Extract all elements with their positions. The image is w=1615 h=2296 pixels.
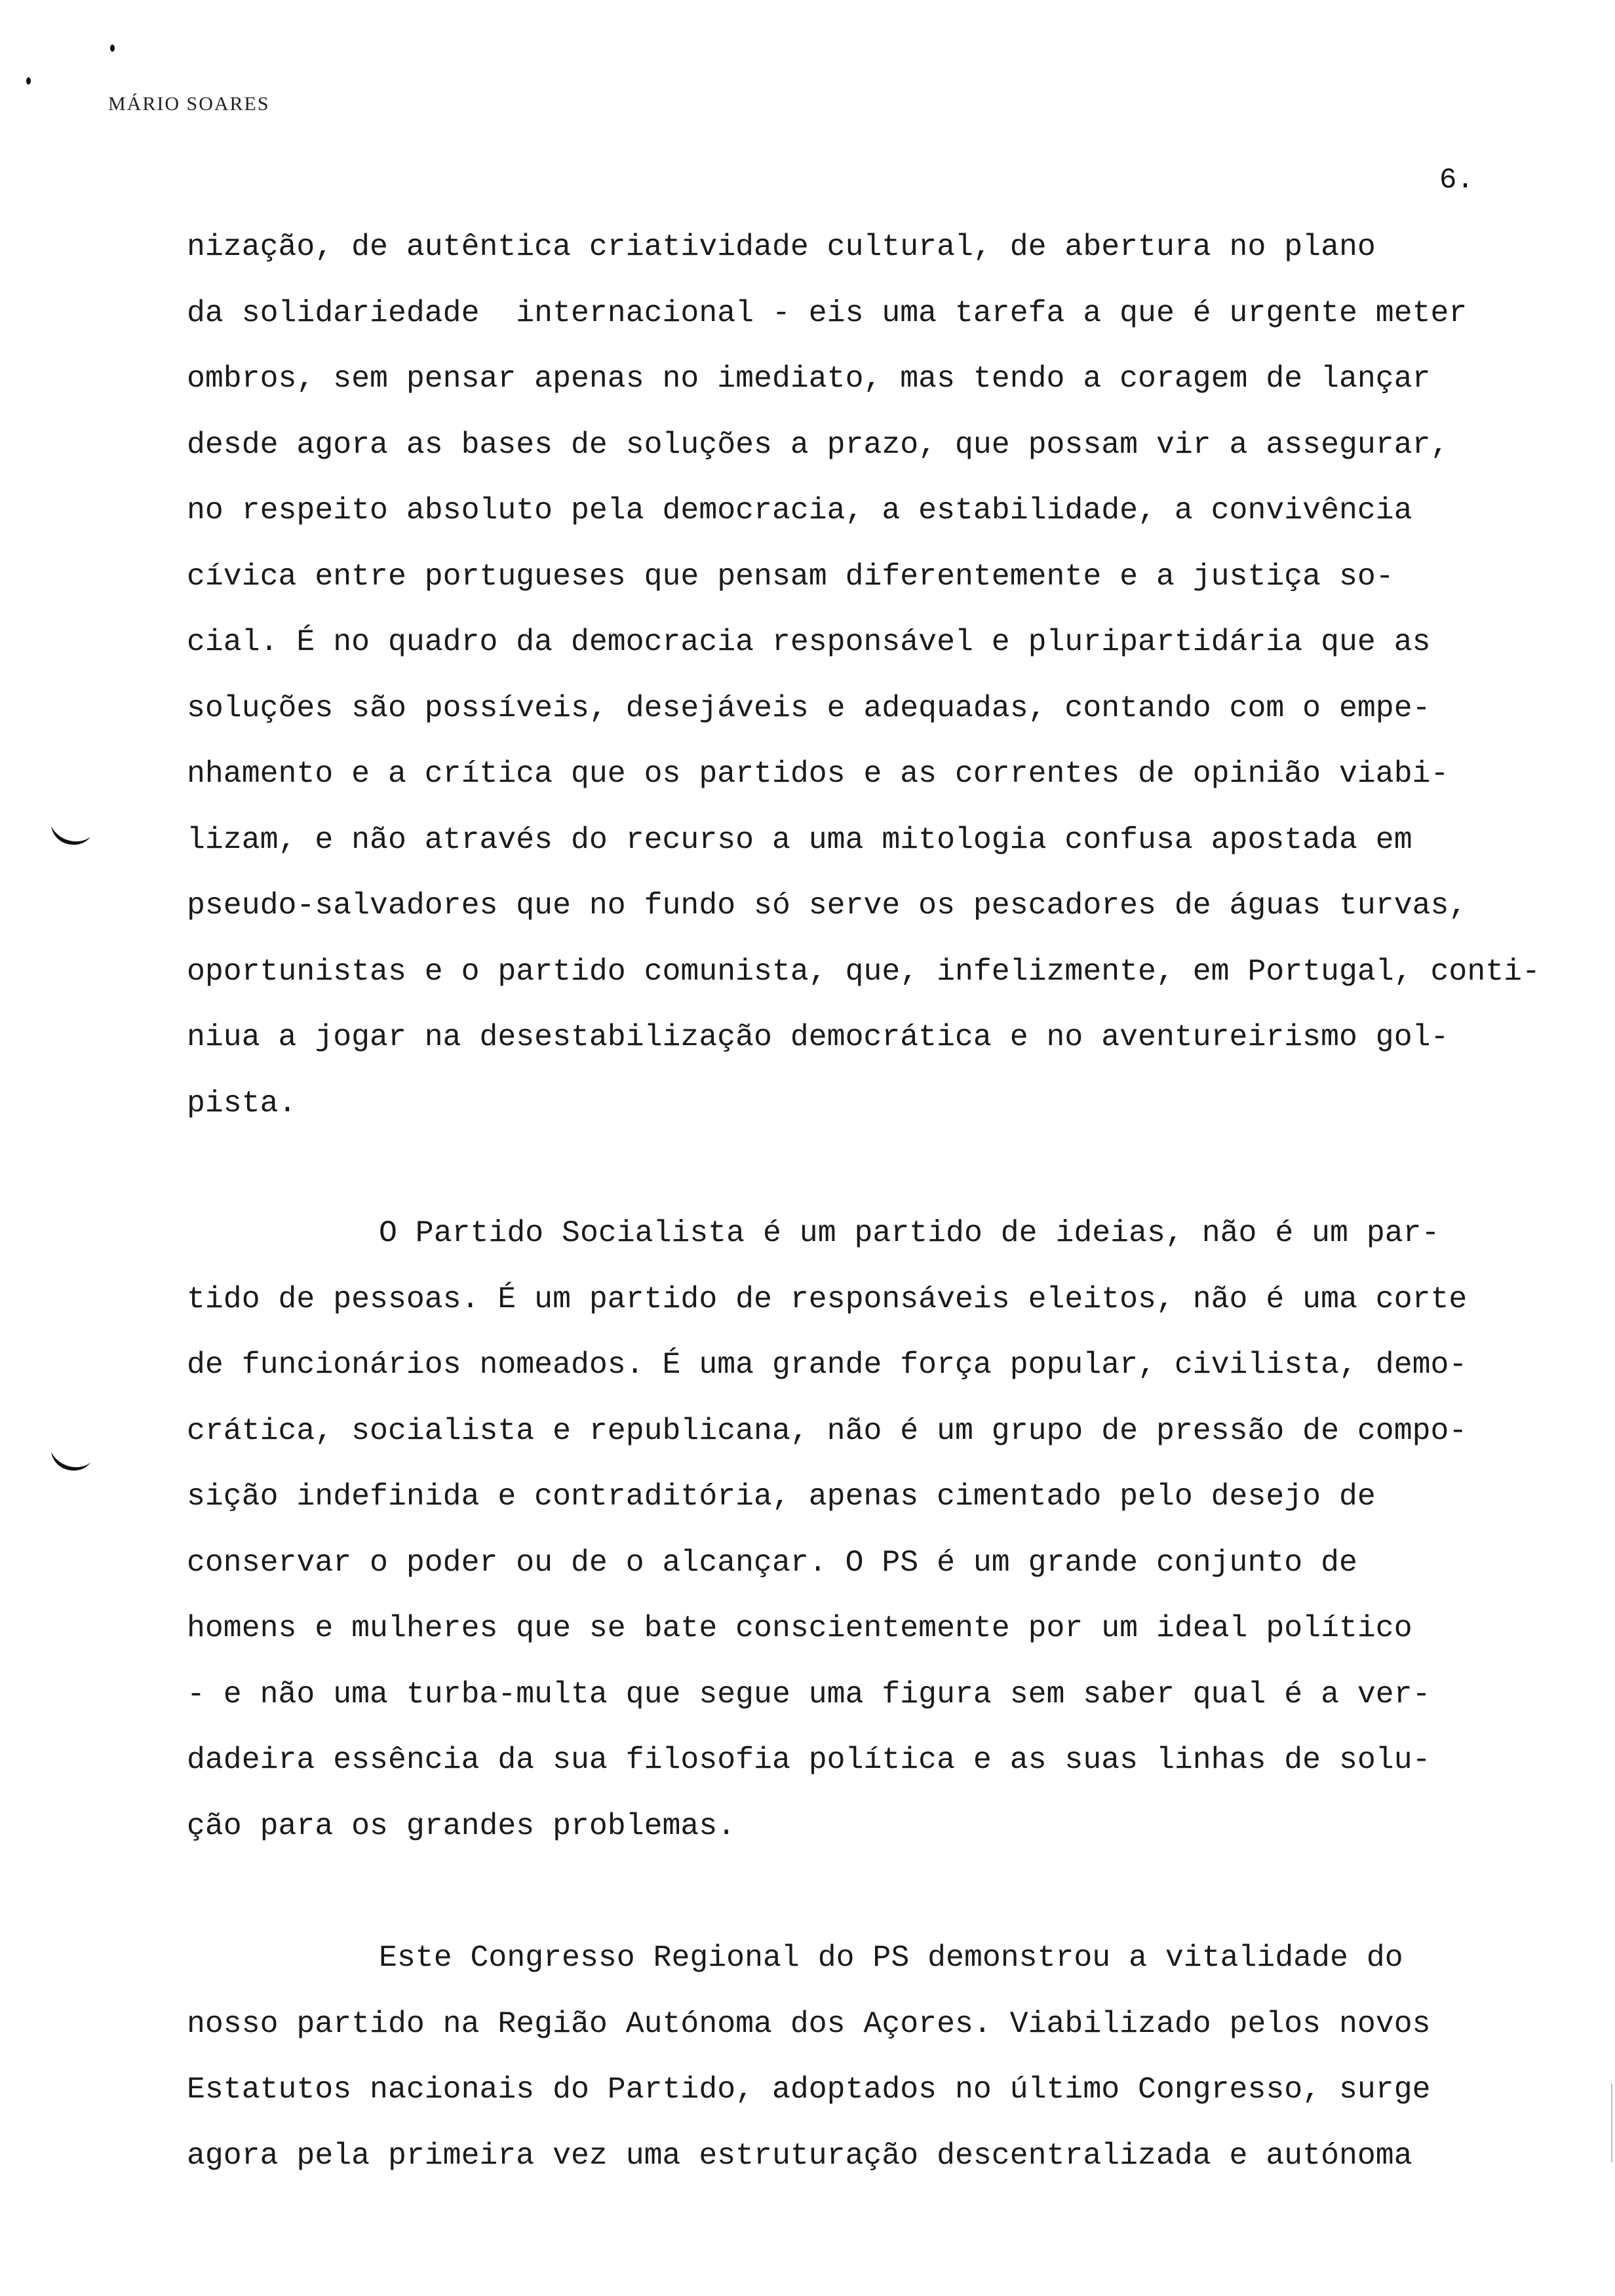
scan-edge-artifact	[1611, 2084, 1612, 2162]
text-line: conservar o poder ou de o alcançar. O PS é um grande conjunto de	[187, 1544, 1357, 1580]
text-line: nosso partido na Região Autónoma dos Açores. Viabilizado pelos novos	[187, 2006, 1431, 2041]
text-line: homens e mulheres que se bate conscientemente por um ideal político	[187, 1611, 1412, 1645]
paragraph-1	[187, 214, 1589, 1136]
text-line: sição indefinida e contraditória, apenas cimentado pelo desejo de	[187, 1479, 1376, 1514]
text-line: niua a jogar na desestabilização democrática e no aventureirismo gol-	[187, 1020, 1449, 1054]
text-line: da solidariedade internacional - eis uma tarefa a que é urgente meter	[187, 295, 1468, 330]
text-line: Estatutos nacionais do Partido, adoptados no último Congresso, surge	[187, 2072, 1431, 2107]
text-line: tido de pessoas. É um partido de responsáveis eleitos, não é uma corte	[187, 1281, 1468, 1316]
text-line: nização, de autêntica criatividade cultural, de abertura no plano	[187, 229, 1376, 264]
text-line: - e não uma turba-multa que segue uma figura sem saber qual é a ver-	[187, 1676, 1431, 1712]
text-line: cívica entre portugueses que pensam diferentemente e a justiça so-	[187, 558, 1394, 594]
ink-speck	[110, 45, 115, 52]
paragraph-3	[187, 1925, 1589, 2189]
text-line: Este Congresso Regional do PS demonstrou a vitalidade do	[379, 1940, 1403, 1975]
text-line: pseudo-salvadores que no fundo só serve os pescadores de águas turvas,	[187, 888, 1468, 923]
text-line: pista.	[187, 1085, 297, 1120]
text-line: nhamento e a crítica que os partidos e as correntes de opinião viabi-	[187, 756, 1449, 791]
page-number: 6.	[1439, 164, 1474, 197]
text-line: agora pela primeira vez uma estruturação descentralizada e autónoma	[187, 2137, 1412, 2173]
running-header-author: MÁRIO SOARES	[108, 93, 270, 115]
text-line: crática, socialista e republicana, não é um grupo de pressão de compo-	[187, 1413, 1468, 1448]
text-line: no respeito absoluto pela democracia, a estabilidade, a convivência	[187, 493, 1412, 527]
margin-crescent-mark-icon	[49, 822, 93, 851]
text-line: de funcionários nomeados. É uma grande força popular, civilista, demo-	[187, 1347, 1468, 1382]
paragraph-2	[187, 1200, 1589, 1859]
text-line: cial. É no quadro da democracia responsável e pluripartidária que as	[187, 624, 1431, 659]
text-line: oportunistas e o partido comunista, que, infelizmente, em Portugal, conti-	[187, 953, 1540, 989]
text-line: desde agora as bases de soluções a prazo, que possam vir a assegurar,	[187, 427, 1449, 462]
text-line: O Partido Socialista é um partido de ideias, não é um par-	[379, 1215, 1440, 1250]
text-line: ombros, sem pensar apenas no imediato, mas tendo a coragem de lançar	[187, 361, 1431, 396]
margin-crescent-mark-icon	[49, 1448, 93, 1477]
text-line: lizam, e não através do recurso a uma mitologia confusa apostada em	[187, 822, 1412, 857]
text-line: soluções são possíveis, desejáveis e adequadas, contando com o empe-	[187, 690, 1431, 725]
text-line: dadeira essência da sua filosofia política e as suas linhas de solu-	[187, 1742, 1431, 1777]
text-line: ção para os grandes problemas.	[187, 1808, 736, 1843]
ink-speck	[26, 77, 31, 85]
